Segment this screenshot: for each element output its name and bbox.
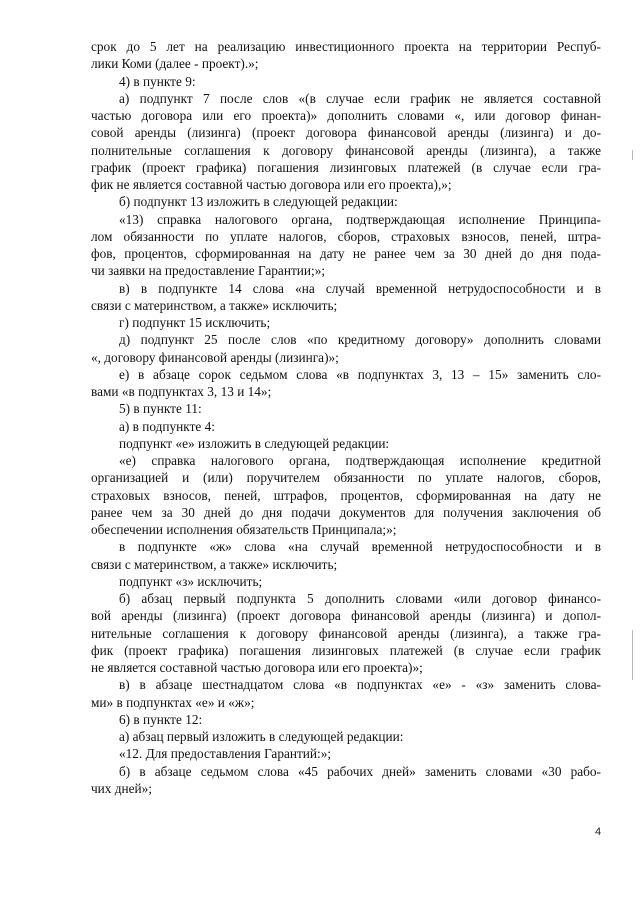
text-line: б) подпункт 13 изложить в следующей редакции:	[119, 194, 398, 210]
text-line: вой аренды (лизинга) (проект договора финансовой аренды (лизинга) и допол-	[91, 608, 601, 624]
text-line: а) в подпункте 4:	[119, 418, 215, 434]
text-line: 5) в пункте 11:	[119, 401, 202, 417]
text-line: б) в абзаце седьмом слова «45 рабочих дней» заменить словами «30 рабо-	[119, 763, 601, 779]
text-line: лики Коми (далее - проект).»;	[91, 56, 259, 72]
text-line: чих дней»;	[91, 780, 153, 796]
text-line: частью договора или его проекта)» дополнить словами «, или договор финан-	[91, 108, 601, 123]
text-line: фик (проект графика) погашения лизинговых платежей (в случае если график	[91, 642, 601, 658]
text-line: в подпункте «ж» слова «на случай временной нетрудоспособности и в	[119, 539, 601, 555]
text-line: фов, процентов, сформированная на дату не ранее чем за 30 дней до дня пода-	[91, 246, 601, 261]
text-line: чи заявки на предоставление Гарантии;»;	[91, 263, 326, 279]
text-line: «, договору финансовой аренды (лизинга)»;	[91, 349, 339, 365]
text-line: вами «в подпунктах 3, 13 и 14»;	[91, 384, 272, 399]
text-line: подпункт «з» исключить;	[119, 573, 263, 589]
text-line: а) подпункт 7 после слов «(в случае если график не является составной	[119, 90, 601, 106]
text-line: связи с материнством, а также» исключить;	[91, 297, 338, 313]
text-line: ранее чем за 30 дней до дня подачи документов для получения заключения об	[91, 504, 601, 520]
text-line: лом обязанности по уплате налогов, сборов, страховых взносов, пеней, штра-	[91, 228, 601, 244]
text-line: е) в абзаце сорок седьмом слова «в подпунктах 3, 13 – 15» заменить сло-	[119, 366, 601, 382]
text-line: 6) в пункте 12:	[119, 711, 203, 727]
text-line: страховых взносов, пеней, штрафов, процентов, сформированная на дату не	[91, 487, 601, 503]
text-line: связи с материнством, а также» исключить;	[91, 556, 338, 572]
text-line: «12. Для предоставления Гарантий:»;	[119, 746, 332, 762]
text-line: подпункт «е» изложить в следующей редакции:	[119, 435, 390, 451]
text-line: «е) справка налогового органа, подтверждающая исполнение кредитной	[119, 453, 601, 468]
text-line: обеспечении исполнения обязательств Принципала;»;	[91, 522, 397, 537]
text-line: график (проект графика) погашения лизинговых платежей (в случае если гра-	[91, 159, 601, 175]
text-line: 4) в пункте 9:	[119, 73, 196, 89]
page-number: 4	[595, 826, 602, 838]
text-line: д) подпункт 25 после слов «по кредитному договору» дополнить словами	[119, 332, 601, 348]
text-line: а) абзац первый изложить в следующей редакции:	[119, 729, 404, 744]
text-line: нительные соглашения к договору финансовой аренды (лизинга), а также гра-	[91, 625, 601, 641]
text-line: ми» в подпунктах «е» и «ж»;	[91, 694, 255, 710]
text-line: совой аренды (лизинга) (проект договора финансовой аренды (лизинга) и до-	[91, 125, 601, 141]
text-line: б) абзац первый подпункта 5 дополнить словами «или договор финансо-	[119, 591, 601, 606]
document-page	[91, 38, 601, 797]
text-line: в) в абзаце шестнадцатом слова «в подпунктах «е» - «з» заменить слова-	[119, 677, 601, 693]
text-line: «13) справка налогового органа, подтверждающая исполнение Принципа-	[119, 211, 601, 227]
text-line: фик не является составной частью договора или его проекта),»;	[91, 177, 452, 192]
text-line: полнительные соглашения к договору финансовой аренды (лизинга), а также	[91, 142, 601, 158]
text-line: организацией и (или) поручителем обязанности по уплате налогов, сборов,	[91, 470, 601, 486]
text-line: г) подпункт 15 исключить;	[119, 315, 271, 330]
scan-edge-mark	[632, 630, 633, 680]
text-line: в) в подпункте 14 слова «на случай временной нетрудоспособности и в	[119, 280, 601, 296]
text-line: не является составной частью договора или его проекта)»;	[91, 660, 423, 675]
scan-edge-mark	[632, 150, 633, 160]
text-line: срок до 5 лет на реализацию инвестиционного проекта на территории Респуб-	[91, 39, 601, 54]
